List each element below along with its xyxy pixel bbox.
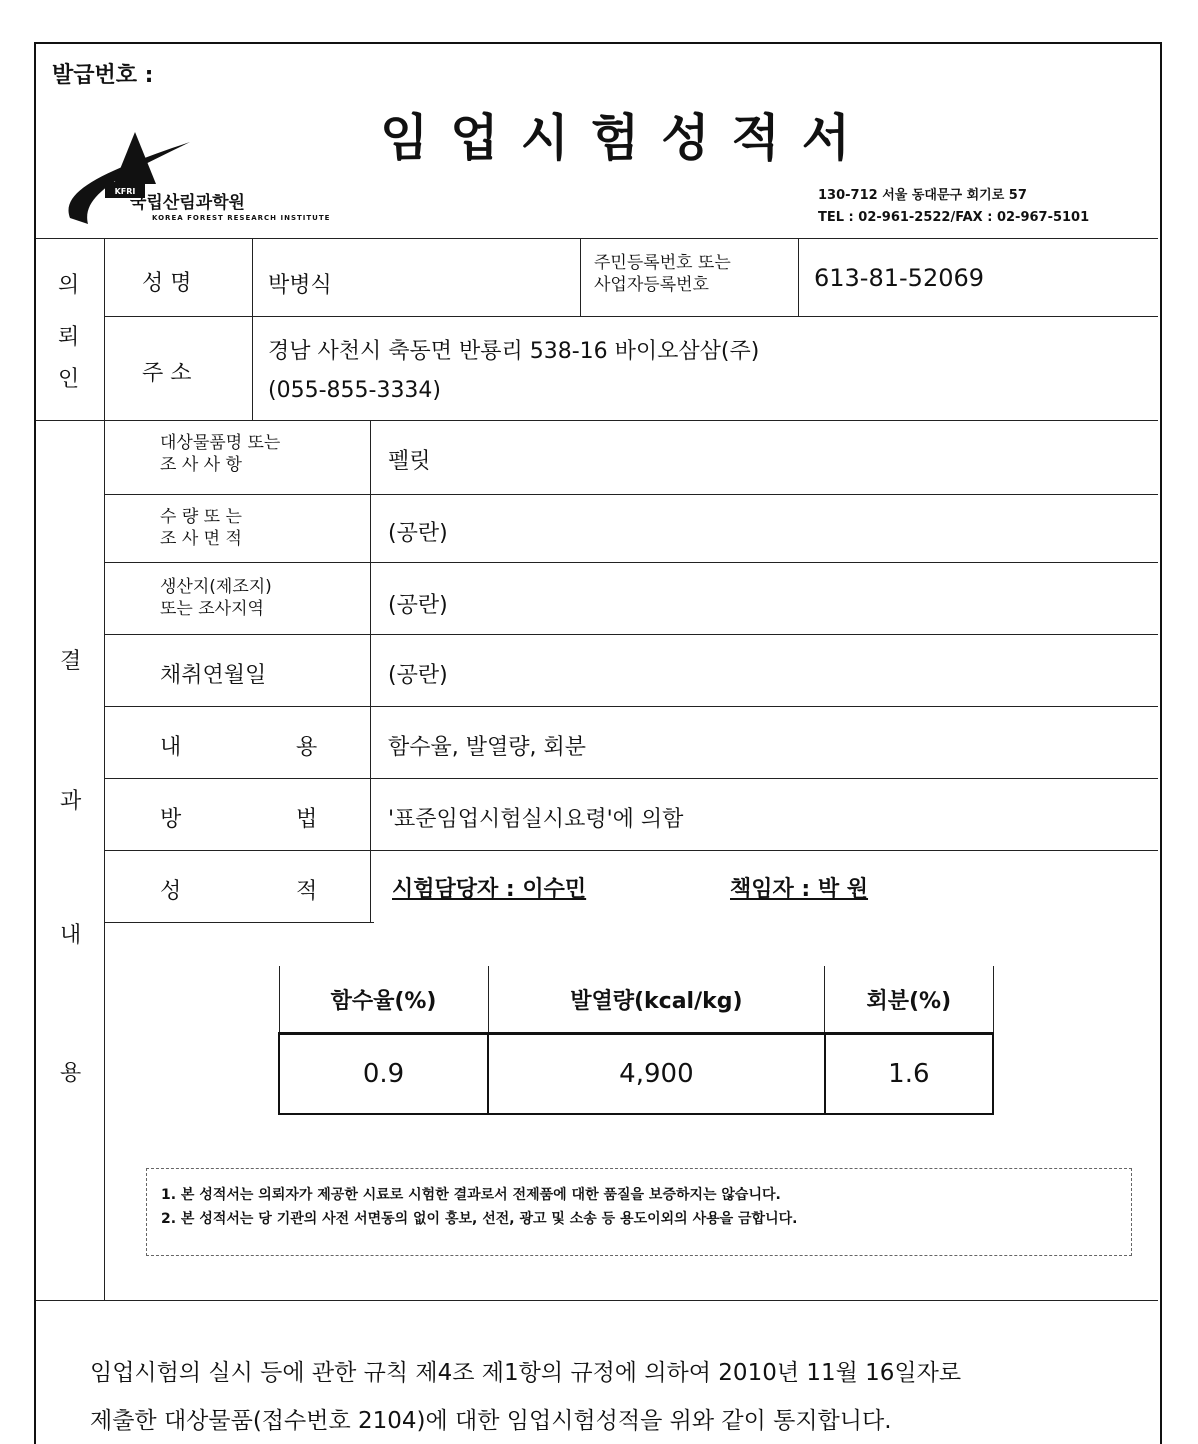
name-label: 성 명 [142, 271, 192, 296]
grade-label-right: 적 [296, 879, 318, 904]
result-side-label: 용 [60, 1061, 82, 1086]
rule [798, 238, 799, 316]
results-table [278, 966, 994, 1115]
footer-statement-line: 제출한 대상물품(접수번호 2104)에 대한 임업시험성적을 위와 같이 통지합니다. [90, 1408, 892, 1434]
table-cell: 4,900 [488, 1034, 825, 1115]
origin-value: (공란) [388, 593, 448, 618]
rule [36, 1300, 1158, 1301]
content-label-right: 용 [296, 735, 318, 760]
name-value: 박병식 [268, 273, 332, 298]
origin-label [160, 576, 272, 620]
manager-name: 책임자 : 박 원 [730, 877, 869, 902]
regno-label-line: 주민등록번호 또는 [594, 253, 731, 273]
method-value: '표준임업시험실시요령'에 의함 [388, 807, 684, 832]
quantity-label-line: 수 량 또 는 [160, 507, 242, 527]
method-label-right: 법 [296, 807, 318, 832]
table-header-cell: 발열량(kcal/kg) [488, 966, 825, 1034]
table-header-row [279, 966, 993, 1034]
regno-label [594, 252, 731, 296]
institute-address: 130-712 서울 동대문구 회기로 57 [818, 188, 1027, 203]
notice-line: 1. 본 성적서는 의뢰자가 제공한 시료로 시험한 결과로서 전제품에 대한 품질을 보증하지는 않습니다. [161, 1187, 781, 1203]
rule [580, 238, 581, 316]
rule [104, 238, 105, 420]
institute-logo [60, 132, 360, 242]
rule [104, 494, 1158, 495]
rule [370, 420, 371, 922]
address-phone: (055-855-3334) [268, 378, 442, 403]
rule [104, 562, 1158, 563]
item-label-line: 대상물품명 또는 [160, 433, 281, 453]
result-side-label: 결 [60, 649, 82, 674]
table-cell: 0.9 [279, 1034, 488, 1115]
tree-emblem-icon [60, 132, 360, 242]
rule [104, 922, 374, 923]
item-label [160, 432, 280, 476]
regno-label-line: 사업자등록번호 [594, 275, 709, 295]
address-value: 경남 사천시 축동면 반룡리 538-16 바이오삼삼(주) [268, 339, 760, 364]
document-title: 임업시험성적서 [380, 109, 873, 167]
quantity-label [160, 506, 242, 550]
content-label-left: 내 [160, 735, 182, 760]
rule [104, 316, 1158, 317]
institute-name-english: KOREA FOREST RESEARCH INSTITUTE [152, 214, 331, 222]
method-label-left: 방 [160, 807, 182, 832]
issue-number-label: 발급번호 : [52, 63, 154, 88]
notice-line: 2. 본 성적서는 당 기관의 사전 서면동의 없이 홍보, 선전, 광고 및 소송 등 용도이외의 사용을 금합니다. [161, 1211, 798, 1227]
rule [104, 420, 105, 1300]
institute-name: 국립산림과학원 [130, 193, 245, 213]
applicant-side-label: 뢰 [58, 325, 80, 350]
table-header-cell: 함수율(%) [279, 966, 488, 1034]
rule [104, 850, 1158, 851]
table-header-cell: 회분(%) [825, 966, 993, 1034]
emblem-text: KFRI [114, 187, 136, 196]
rule [104, 634, 1158, 635]
applicant-side-label: 의 [58, 273, 80, 298]
regno-value: 613-81-52069 [814, 264, 985, 292]
item-value: 펠릿 [388, 449, 431, 474]
institute-phone-fax: TEL : 02-961-2522/FAX : 02-967-5101 [818, 210, 1090, 225]
notice-box [146, 1168, 1132, 1256]
collection-date-label: 채취연월일 [160, 663, 267, 688]
rule [36, 238, 1158, 239]
footer-statement-line: 임업시험의 실시 등에 관한 규칙 제4조 제1항의 규정에 의하여 2010년 11월 16일자로 [90, 1360, 962, 1386]
quantity-label-line: 조 사 면 적 [160, 529, 242, 549]
collection-date-value: (공란) [388, 663, 448, 688]
rule [36, 420, 1158, 421]
rule [104, 706, 1158, 707]
origin-label-line: 또는 조사지역 [160, 599, 264, 619]
grade-label-left: 성 [160, 879, 182, 904]
institute-contact [818, 185, 1089, 229]
table-row [279, 1034, 993, 1115]
table-cell: 1.6 [825, 1034, 993, 1115]
item-label-line: 조 사 사 항 [160, 455, 242, 475]
rule [252, 238, 253, 420]
address-label: 주 소 [142, 361, 192, 386]
origin-label-line: 생산지(제조지) [160, 577, 272, 597]
rule [104, 778, 1158, 779]
result-side-label: 과 [60, 789, 82, 814]
content-value: 함수율, 발열량, 회분 [388, 735, 586, 760]
tester-name: 시험담당자 : 이수민 [392, 877, 587, 902]
applicant-side-label: 인 [58, 367, 80, 392]
quantity-value: (공란) [388, 521, 448, 546]
result-side-label: 내 [60, 923, 82, 948]
